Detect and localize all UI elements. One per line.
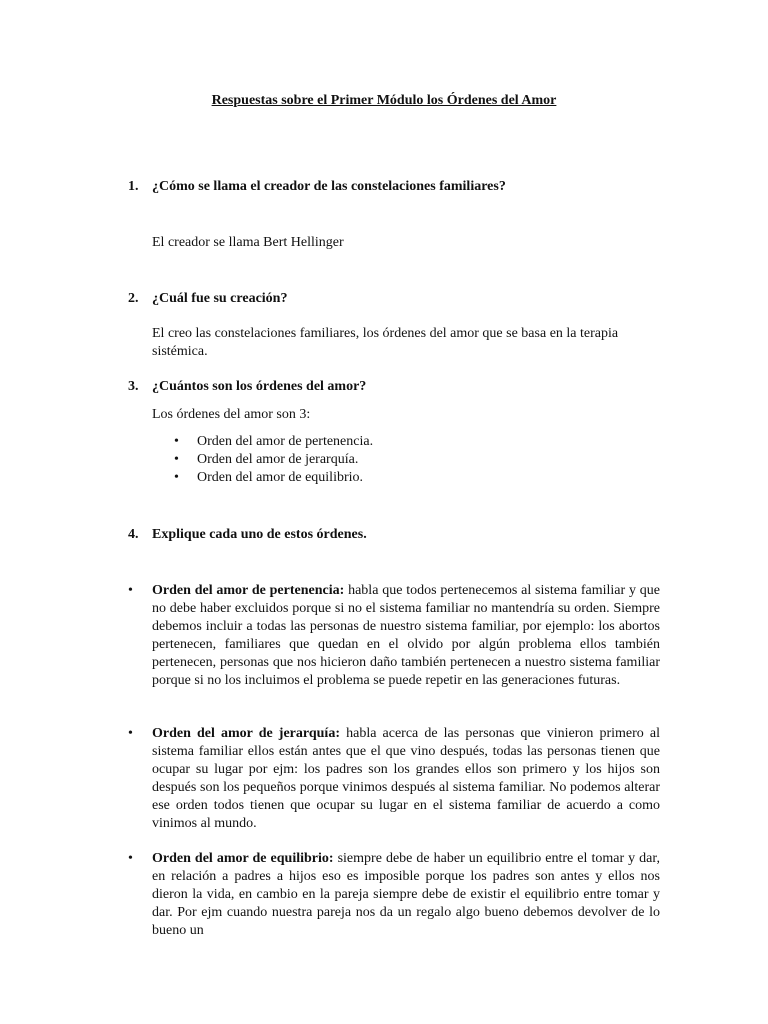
list-item: Orden del amor de equilibrio. bbox=[197, 470, 364, 485]
question-text: Explique cada uno de estos órdenes. bbox=[152, 527, 367, 542]
question-number: 2. bbox=[128, 291, 139, 306]
bullet: • bbox=[128, 851, 133, 866]
explanation-heading: Orden del amor de pertenencia: bbox=[152, 583, 345, 598]
bullet: • bbox=[174, 452, 179, 467]
question-text: ¿Cuántos son los órdenes del amor? bbox=[152, 379, 367, 394]
bullet: • bbox=[174, 470, 179, 485]
question-text: ¿Cuál fue su creación? bbox=[152, 291, 288, 306]
explanation-paragraph bbox=[152, 725, 660, 833]
list-item: Orden del amor de jerarquía. bbox=[197, 452, 359, 467]
document-title: Respuestas sobre el Primer Módulo los Órdenes del Amor bbox=[211, 93, 557, 108]
explanation-body: habla acerca de las personas que vinieron primero al sistema familiar ellos están antes que el que vino después, todas las personas tienen que ocupar su lugar por ejm: los padres son los grandes ellos son primero y los hijos son después son los pequeños porque vinimos después al sistema familiar. No podemos alterar ese orden todos tienen que ocupar su lugar en el sistema familiar de acuerdo a como vinimos al mundo. bbox=[152, 726, 661, 831]
answer-text: El creador se llama Bert Hellinger bbox=[152, 235, 344, 250]
explanation-heading: Orden del amor de equilibrio: bbox=[152, 851, 334, 866]
explanation-heading: Orden del amor de jerarquía: bbox=[152, 726, 340, 741]
question-number: 3. bbox=[128, 379, 139, 394]
list-item: Orden del amor de pertenencia. bbox=[197, 434, 374, 449]
explanation-paragraph bbox=[152, 850, 660, 940]
answer-text: El creo las constelaciones familiares, los órdenes del amor que se basa en la terapia sistémica. bbox=[152, 326, 619, 359]
explanation-body: habla que todos pertenecemos al sistema familiar y que no debe haber excluidos porque si no el sistema familiar no mantendría su orden. Siempre debemos incluir a todas las personas de nuestro sistema familiar, por ejemplo: los abortos pertenecen, familiares que quedan en el olvido por algún problema ellos también pertenecen, personas que nos hicieron daño también pertenecen a nuestro sistema familiar porque si no los incluimos el problema se puede repetir en las generaciones futuras. bbox=[152, 583, 660, 688]
question-number: 4. bbox=[128, 527, 139, 542]
bullet: • bbox=[174, 434, 179, 449]
explanation-paragraph bbox=[152, 582, 660, 690]
bullet: • bbox=[128, 726, 133, 741]
explanation-body: siempre debe de haber un equilibrio entre el tomar y dar, en relación a padres a hijos eso es imposible porque los padres son antes y ellos nos dieron la vida, en cambio en la pareja siempre debe de existir el equilibrio entre tomar y dar. Por ejm cuando nuestra pareja nos da un regalo algo bueno debemos devolver de lo bueno un bbox=[152, 851, 660, 938]
question-text: ¿Cómo se llama el creador de las constelaciones familiares? bbox=[152, 179, 506, 194]
answer-text: Los órdenes del amor son 3: bbox=[152, 407, 311, 422]
question-number: 1. bbox=[128, 179, 139, 194]
bullet: • bbox=[128, 583, 133, 598]
